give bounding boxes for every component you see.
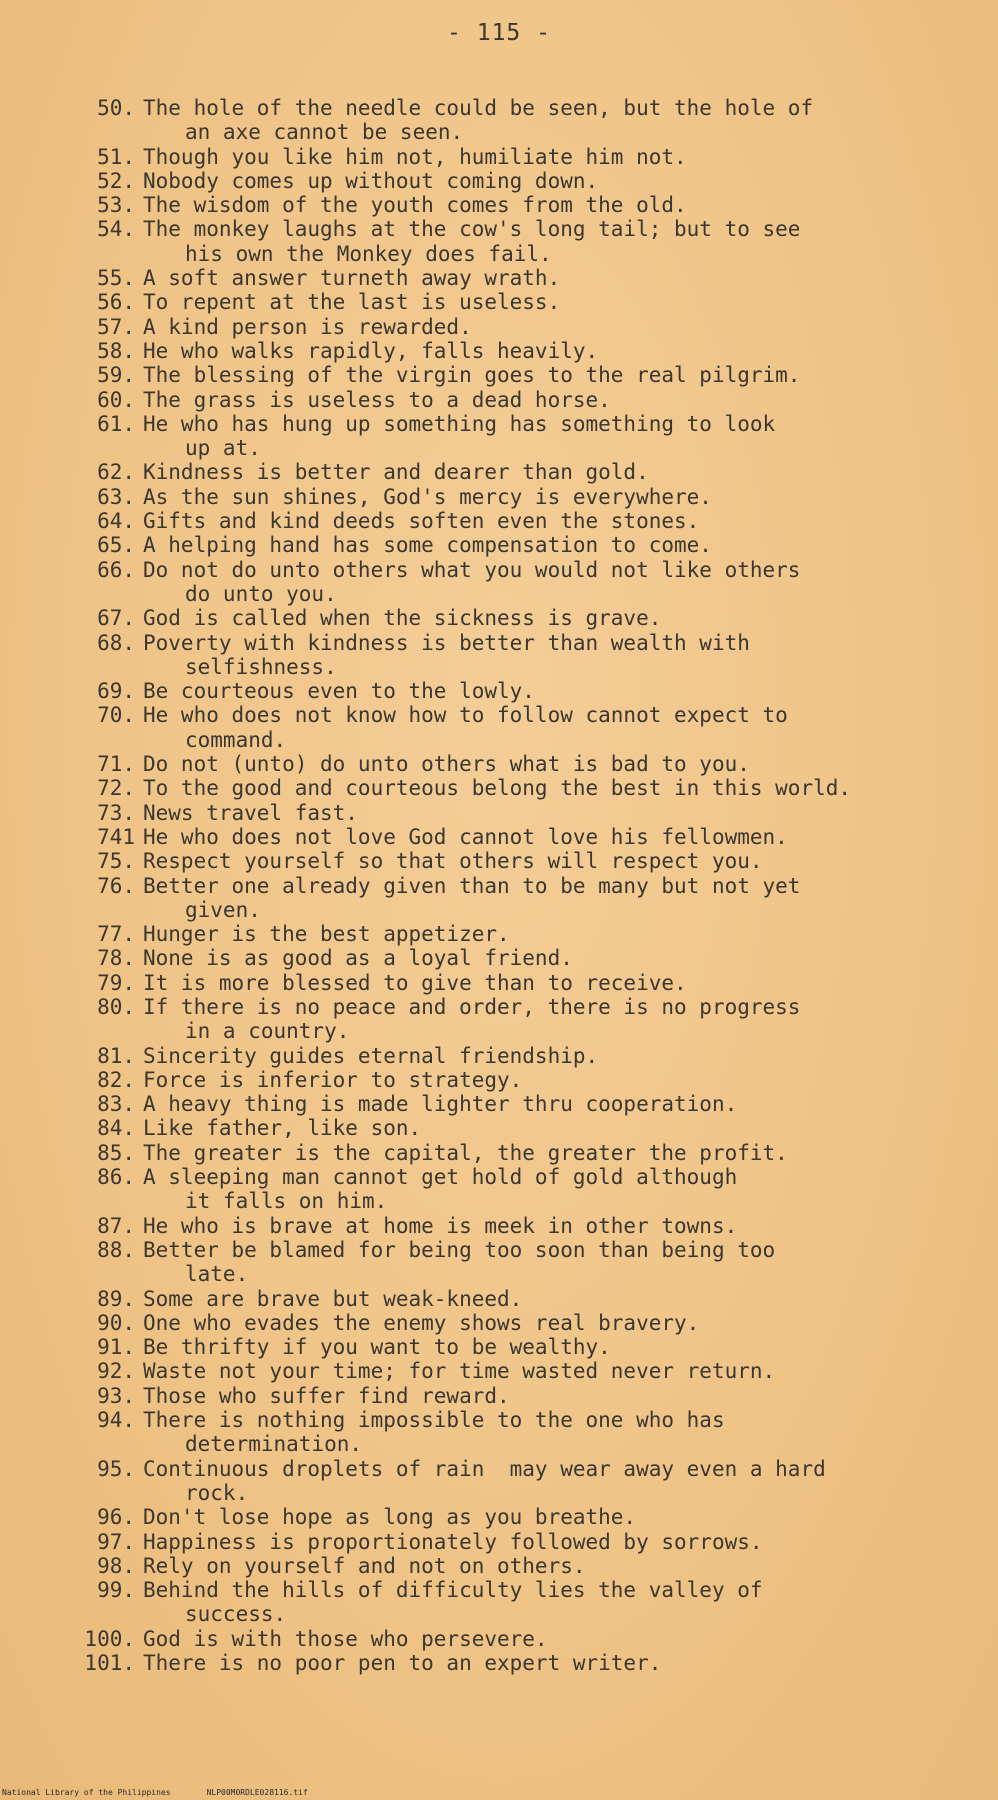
- proverb-line: There is nothing impossible to the one who has: [143, 1408, 725, 1433]
- proverb-item: [40, 946, 980, 970]
- proverb-line: Gifts and kind deeds soften even the stones.: [143, 509, 700, 534]
- proverb-item: [40, 1068, 980, 1092]
- proverb-continuation-line: do unto you.: [185, 581, 337, 606]
- proverb-number: 77.: [97, 922, 135, 947]
- proverb-number: 741: [97, 824, 135, 849]
- proverb-item: [40, 1627, 980, 1651]
- proverb-number: 95.: [97, 1456, 135, 1481]
- proverb-number: 54.: [97, 217, 135, 242]
- proverb-continuation-line: selfishness.: [185, 654, 337, 679]
- proverb-item: [40, 1505, 980, 1529]
- proverb-line: Some are brave but weak-kneed.: [143, 1286, 523, 1311]
- proverb-text: [143, 412, 980, 461]
- proverb-line: God is called when the sickness is grave.: [143, 606, 662, 631]
- proverb-line: The grass is useless to a dead horse.: [143, 387, 611, 412]
- proverb-text: [143, 1408, 980, 1457]
- proverb-item: [40, 1214, 980, 1238]
- proverb-text: [143, 1554, 980, 1578]
- proverb-continuation-line: in a country.: [185, 1019, 350, 1044]
- proverb-line: It is more blessed to give than to receive.: [143, 970, 687, 995]
- footer-library: National Library of the Philippines: [2, 1788, 171, 1797]
- proverb-line: As the sun shines, God's mercy is everywhere.: [143, 484, 712, 509]
- proverb-line: The greater is the capital, the greater the profit.: [143, 1140, 788, 1165]
- proverb-continuation-line: up at.: [185, 436, 261, 461]
- proverb-number: 94.: [97, 1408, 135, 1433]
- proverb-number: 61.: [97, 411, 135, 436]
- proverb-number: 51.: [97, 144, 135, 169]
- proverb-item: [40, 1238, 980, 1287]
- proverb-item: [40, 801, 980, 825]
- proverb-item: [40, 193, 980, 217]
- proverb-number: 101.: [84, 1651, 135, 1675]
- proverb-number: 84.: [97, 1116, 135, 1141]
- proverb-line: Though you like him not, humiliate him not.: [143, 144, 687, 169]
- proverb-continuation-line: rock.: [185, 1480, 249, 1505]
- proverb-text: [143, 533, 980, 557]
- proverb-line: Force is inferior to strategy.: [143, 1067, 523, 1092]
- proverb-number: 56.: [97, 290, 135, 315]
- proverb-text: [143, 339, 980, 363]
- proverb-item: [40, 825, 980, 849]
- proverb-number: 72.: [97, 776, 135, 801]
- scan-footer: [0, 1788, 998, 1797]
- proverb-continuation-line: given.: [185, 897, 261, 922]
- proverb-number: 78.: [97, 946, 135, 971]
- proverb-item: [40, 1165, 980, 1214]
- proverb-number: 86.: [97, 1165, 135, 1190]
- proverb-continuation-line: command.: [185, 727, 287, 752]
- proverb-number: 62.: [97, 460, 135, 485]
- proverb-number: 64.: [97, 509, 135, 534]
- proverb-text: [143, 509, 980, 533]
- proverb-line: Nobody comes up without coming down.: [143, 168, 599, 193]
- proverb-text: [143, 1384, 980, 1408]
- proverb-line: Like father, like son.: [143, 1116, 422, 1141]
- proverb-line: Better be blamed for being too soon than being too: [143, 1237, 776, 1262]
- proverb-text: [143, 96, 980, 145]
- proverb-line: News travel fast.: [143, 800, 358, 825]
- proverb-number: 88.: [97, 1237, 135, 1262]
- proverb-line: The hole of the needle could be seen, but the hole of: [143, 96, 814, 120]
- proverb-text: [143, 1457, 980, 1506]
- proverb-continuation-line: an axe cannot be seen.: [185, 120, 464, 145]
- proverb-item: [40, 1311, 980, 1335]
- proverb-number: 70.: [97, 703, 135, 728]
- proverb-item: [40, 1457, 980, 1506]
- proverb-number: 80.: [97, 994, 135, 1019]
- proverb-text: [143, 606, 980, 630]
- proverb-line: Be thrifty if you want to be wealthy.: [143, 1335, 611, 1360]
- proverb-number: 67.: [97, 606, 135, 631]
- proverb-line: God is with those who persevere.: [143, 1626, 548, 1651]
- proverb-item: [40, 971, 980, 995]
- proverb-item: [40, 460, 980, 484]
- proverb-number: 85.: [97, 1140, 135, 1165]
- proverb-number: 53.: [97, 193, 135, 218]
- proverb-item: [40, 1141, 980, 1165]
- proverb-text: [143, 1627, 980, 1651]
- proverb-text: [143, 922, 980, 946]
- proverb-number: 69.: [97, 679, 135, 704]
- proverb-number: 97.: [97, 1529, 135, 1554]
- proverb-number: 82.: [97, 1067, 135, 1092]
- proverb-line: Waste not your time; for time wasted never return.: [143, 1359, 776, 1384]
- proverb-line: Continuous droplets of rain may wear away even a hard: [143, 1456, 826, 1481]
- proverb-number: 91.: [97, 1335, 135, 1360]
- proverb-text: [143, 1165, 980, 1214]
- proverb-item: [40, 169, 980, 193]
- proverb-item: [40, 922, 980, 946]
- proverb-number: 87.: [97, 1213, 135, 1238]
- proverb-line: Those who suffer find reward.: [143, 1383, 510, 1408]
- proverb-item: [40, 1287, 980, 1311]
- proverb-text: [143, 1530, 980, 1554]
- proverb-text: [143, 752, 980, 776]
- proverb-number: 98.: [97, 1553, 135, 1578]
- proverb-item: [40, 217, 980, 266]
- proverb-line: Hunger is the best appetizer.: [143, 922, 510, 947]
- proverb-item: [40, 1359, 980, 1383]
- proverb-text: [143, 776, 980, 800]
- proverb-number: 83.: [97, 1092, 135, 1117]
- proverb-item: [40, 1651, 980, 1675]
- proverb-line: He who has hung up something has something to look: [143, 411, 776, 436]
- proverb-line: He who is brave at home is meek in other towns.: [143, 1213, 738, 1238]
- proverb-item: [40, 1116, 980, 1140]
- proverb-number: 59.: [97, 363, 135, 388]
- proverb-number: 79.: [97, 970, 135, 995]
- proverb-item: [40, 1530, 980, 1554]
- proverb-number: 76.: [97, 873, 135, 898]
- proverb-text: [143, 169, 980, 193]
- proverb-text: [143, 217, 980, 266]
- proverb-item: [40, 606, 980, 630]
- proverb-line: A kind person is rewarded.: [143, 314, 472, 339]
- proverb-continuation-line: success.: [185, 1602, 287, 1627]
- proverb-number: 81.: [97, 1043, 135, 1068]
- proverb-number: 57.: [97, 314, 135, 339]
- proverb-number: 60.: [97, 387, 135, 412]
- proverb-line: Kindness is better and dearer than gold.: [143, 460, 649, 485]
- proverb-line: None is as good as a loyal friend.: [143, 946, 573, 971]
- proverb-number: 90.: [97, 1310, 135, 1335]
- proverb-line: A helping hand has some compensation to come.: [143, 533, 712, 558]
- footer-file: NLP00M0RDLE028116.tif: [206, 1788, 308, 1797]
- proverb-text: [143, 315, 980, 339]
- proverb-line: The blessing of the virgin goes to the real pilgrim.: [143, 363, 801, 388]
- proverb-text: [143, 388, 980, 412]
- proverb-item: [40, 290, 980, 314]
- proverb-number: 75.: [97, 849, 135, 874]
- proverb-text: [143, 995, 980, 1044]
- proverb-item: [40, 849, 980, 873]
- proverb-number: 73.: [97, 800, 135, 825]
- proverb-line: Poverty with kindness is better than wealth with: [143, 630, 750, 655]
- page-number: - 115 -: [447, 20, 551, 46]
- proverb-text: [143, 485, 980, 509]
- proverb-text: [143, 1238, 980, 1287]
- proverb-text: [143, 946, 980, 970]
- proverb-line: Rely on yourself and not on others.: [143, 1553, 586, 1578]
- proverb-number: 68.: [97, 630, 135, 655]
- proverb-item: [40, 558, 980, 607]
- proverb-line: He who does not know how to follow cannot expect to: [143, 703, 788, 728]
- proverb-text: [143, 1651, 980, 1675]
- proverb-list: [40, 96, 980, 1675]
- proverb-continuation-line: late.: [185, 1262, 249, 1287]
- proverb-text: [143, 849, 980, 873]
- proverb-text: [143, 290, 980, 314]
- proverb-line: Be courteous even to the lowly.: [143, 679, 535, 704]
- proverb-continuation-line: determination.: [185, 1432, 363, 1457]
- proverb-line: If there is no peace and order, there is no progress: [143, 994, 801, 1019]
- proverb-text: [143, 1068, 980, 1092]
- proverb-item: [40, 145, 980, 169]
- proverb-text: [143, 1287, 980, 1311]
- proverb-continuation-line: his own the Monkey does fail.: [185, 241, 552, 266]
- proverb-item: [40, 631, 980, 680]
- proverb-item: [40, 703, 980, 752]
- proverb-number: 58.: [97, 338, 135, 363]
- proverb-text: [143, 703, 980, 752]
- proverb-number: 71.: [97, 752, 135, 777]
- proverb-number: 50.: [97, 96, 135, 120]
- proverb-number: 63.: [97, 484, 135, 509]
- proverb-line: The wisdom of the youth comes from the old.: [143, 193, 687, 218]
- proverb-number: 96.: [97, 1505, 135, 1530]
- proverb-number: 93.: [97, 1383, 135, 1408]
- proverb-item: [40, 1408, 980, 1457]
- proverb-number: 92.: [97, 1359, 135, 1384]
- proverb-text: [143, 1505, 980, 1529]
- proverb-text: [143, 825, 980, 849]
- proverb-text: [143, 1214, 980, 1238]
- proverb-text: [143, 971, 980, 995]
- proverb-item: [40, 388, 980, 412]
- proverb-number: 89.: [97, 1286, 135, 1311]
- proverb-item: [40, 1554, 980, 1578]
- proverb-text: [143, 1092, 980, 1116]
- proverb-item: [40, 363, 980, 387]
- proverb-line: Better one already given than to be many but not yet: [143, 873, 801, 898]
- proverb-text: [143, 460, 980, 484]
- proverb-text: [143, 679, 980, 703]
- proverb-line: To the good and courteous belong the best in this world.: [143, 776, 852, 801]
- proverb-line: One who evades the enemy shows real bravery.: [143, 1310, 700, 1335]
- proverb-line: There is no poor pen to an expert writer.: [143, 1651, 662, 1675]
- proverb-text: [143, 145, 980, 169]
- proverb-item: [40, 266, 980, 290]
- proverb-item: [40, 96, 980, 145]
- proverb-item: [40, 339, 980, 363]
- proverb-text: [143, 363, 980, 387]
- proverb-line: Happiness is proportionately followed by sorrows.: [143, 1529, 763, 1554]
- proverb-number: 52.: [97, 168, 135, 193]
- proverb-line: A soft answer turneth away wrath.: [143, 266, 561, 291]
- proverb-item: [40, 315, 980, 339]
- proverb-text: [143, 266, 980, 290]
- proverb-text: [143, 193, 980, 217]
- proverb-number: 99.: [97, 1578, 135, 1603]
- proverb-item: [40, 752, 980, 776]
- proverb-text: [143, 1335, 980, 1359]
- proverb-continuation-line: it falls on him.: [185, 1189, 388, 1214]
- proverb-line: He who walks rapidly, falls heavily.: [143, 338, 599, 363]
- proverb-line: A heavy thing is made lighter thru cooperation.: [143, 1092, 738, 1117]
- proverb-number: 55.: [97, 266, 135, 291]
- proverb-item: [40, 1335, 980, 1359]
- proverb-line: A sleeping man cannot get hold of gold although: [143, 1165, 738, 1190]
- proverb-line: Do not (unto) do unto others what is bad to you.: [143, 752, 750, 777]
- proverb-line: Respect yourself so that others will respect you.: [143, 849, 763, 874]
- proverb-text: [143, 1578, 980, 1627]
- proverb-number: 65.: [97, 533, 135, 558]
- proverb-line: Sincerity guides eternal friendship.: [143, 1043, 599, 1068]
- proverb-text: [143, 1311, 980, 1335]
- proverb-item: [40, 1044, 980, 1068]
- proverb-line: Don't lose hope as long as you breathe.: [143, 1505, 637, 1530]
- proverb-text: [143, 801, 980, 825]
- proverb-number: 100.: [84, 1626, 135, 1651]
- proverb-item: [40, 412, 980, 461]
- proverb-text: [143, 631, 980, 680]
- proverb-item: [40, 874, 980, 923]
- proverb-item: [40, 1092, 980, 1116]
- proverb-line: To repent at the last is useless.: [143, 290, 561, 315]
- proverb-item: [40, 776, 980, 800]
- proverb-item: [40, 995, 980, 1044]
- proverb-text: [143, 874, 980, 923]
- proverb-number: 66.: [97, 557, 135, 582]
- proverb-text: [143, 1141, 980, 1165]
- proverb-item: [40, 485, 980, 509]
- proverb-text: [143, 558, 980, 607]
- proverb-item: [40, 679, 980, 703]
- proverb-item: [40, 1384, 980, 1408]
- proverb-item: [40, 509, 980, 533]
- proverb-line: He who does not love God cannot love his fellowmen.: [143, 824, 788, 849]
- proverb-item: [40, 533, 980, 557]
- proverb-line: Behind the hills of difficulty lies the valley of: [143, 1578, 763, 1603]
- proverb-text: [143, 1116, 980, 1140]
- proverb-line: Do not do unto others what you would not like others: [143, 557, 801, 582]
- proverb-item: [40, 1578, 980, 1627]
- proverb-text: [143, 1044, 980, 1068]
- proverb-line: The monkey laughs at the cow's long tail; but to see: [143, 217, 801, 242]
- proverb-text: [143, 1359, 980, 1383]
